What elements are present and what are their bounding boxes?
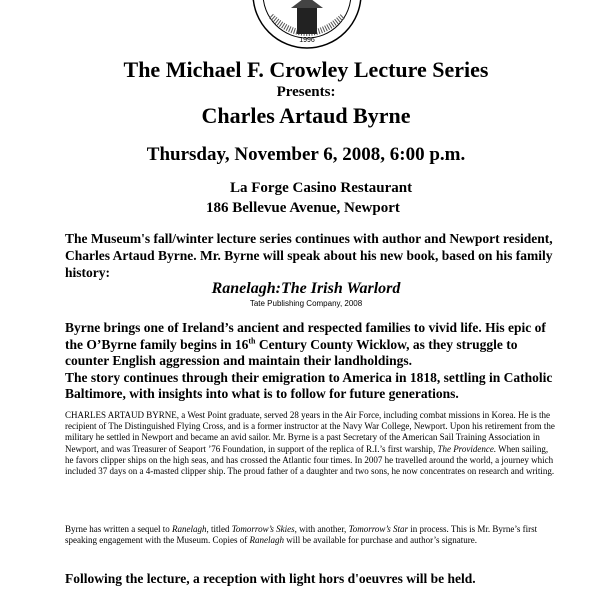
summary-part2: Century County Wicklow, as they struggle to counter English aggression and maintain their landholdings. <box>65 336 518 368</box>
venue-name: La Forge Casino Restaurant <box>230 180 413 196</box>
reception-note: Following the lecture, a reception with light hors d'oeuvres will be held. <box>65 571 476 586</box>
summary-part1: Byrne brings one of Ireland’s ancient and respected families to vivid life. His epic of the O’Byrne family begins in 16 <box>65 320 546 352</box>
sequel-italic-3: Tomorrow’s Star <box>348 524 409 534</box>
event-datetime: Thursday, November 6, 2008, 6:00 p.m. <box>146 144 466 165</box>
sequel-paragraph <box>65 524 555 546</box>
book-publisher: Tate Publishing Company, 2008 <box>249 299 363 308</box>
bio-part1: CHARLES ARTAUD BYRNE, a West Point graduate, served 28 years in the Air Force, including combat missions in Korea. He is the recipient of The Distinguished Flying Cross, and is a former instructor at the Navy War College, Newport. Upon his retirement from the military he settled in Newport and became an avid sailor. Mr. Byrne is a past Secretary of the American Sail Training Association in Newport, and was Treasurer of Seaport ’76 Foundation, in support of the replica of R.I.’s first warship, <box>65 410 555 454</box>
summary-superscript: th <box>248 336 256 345</box>
venue-block <box>206 178 413 218</box>
intro-paragraph: The Museum's fall/winter lecture series continues with author and Newport resident, Charles Artaud Byrne. Mr. Byrne will speak about his new book, based on his family history: <box>65 231 553 280</box>
presents-label: Presents: <box>276 84 336 100</box>
lecture-series-title: The Michael F. Crowley Lecture Series <box>123 57 489 82</box>
museum-seal-logo <box>251 0 363 50</box>
author-bio <box>65 410 555 477</box>
book-summary <box>65 320 560 403</box>
sequel-italic-2: Tomorrow’s Skies <box>231 524 295 534</box>
sequel-text-1: Byrne has written a sequel to <box>65 524 172 534</box>
venue-address: 186 Bellevue Avenue, Newport <box>206 200 400 216</box>
sequel-text-3: , with another, <box>294 524 349 534</box>
sequel-italic-1: Ranelagh <box>171 524 207 534</box>
sequel-italic-4: Ranelagh <box>249 535 284 546</box>
book-title: Ranelagh:The Irish Warlord <box>211 280 401 297</box>
sequel-text-5: will be available for purchase and author’s signature. <box>283 535 477 546</box>
bio-part2: When sailing, he favors clipper ships on the high seas, and has crossed the Atlantic four times. In 2007 he travelled around the world, a journey which included 37 days on a 4-masted clipper ship. The proud father of a daughter and two sons, he now concentrates on research and writing. <box>65 443 555 477</box>
speaker-name: Charles Artaud Byrne <box>201 103 411 128</box>
sequel-text-2: , titled <box>206 524 232 534</box>
seal-year: 1996 <box>299 37 315 44</box>
sequel-text-4: in process. This is Mr. Byrne’s first speaking engagement with the Museum. Copies of <box>65 524 538 546</box>
bio-ship-name: The Providence. <box>437 443 497 454</box>
summary-part3: The story continues through their emigration to America in 1818, settling in Catholic Baltimore, with insights into what is to follow for future generations. <box>65 369 553 401</box>
